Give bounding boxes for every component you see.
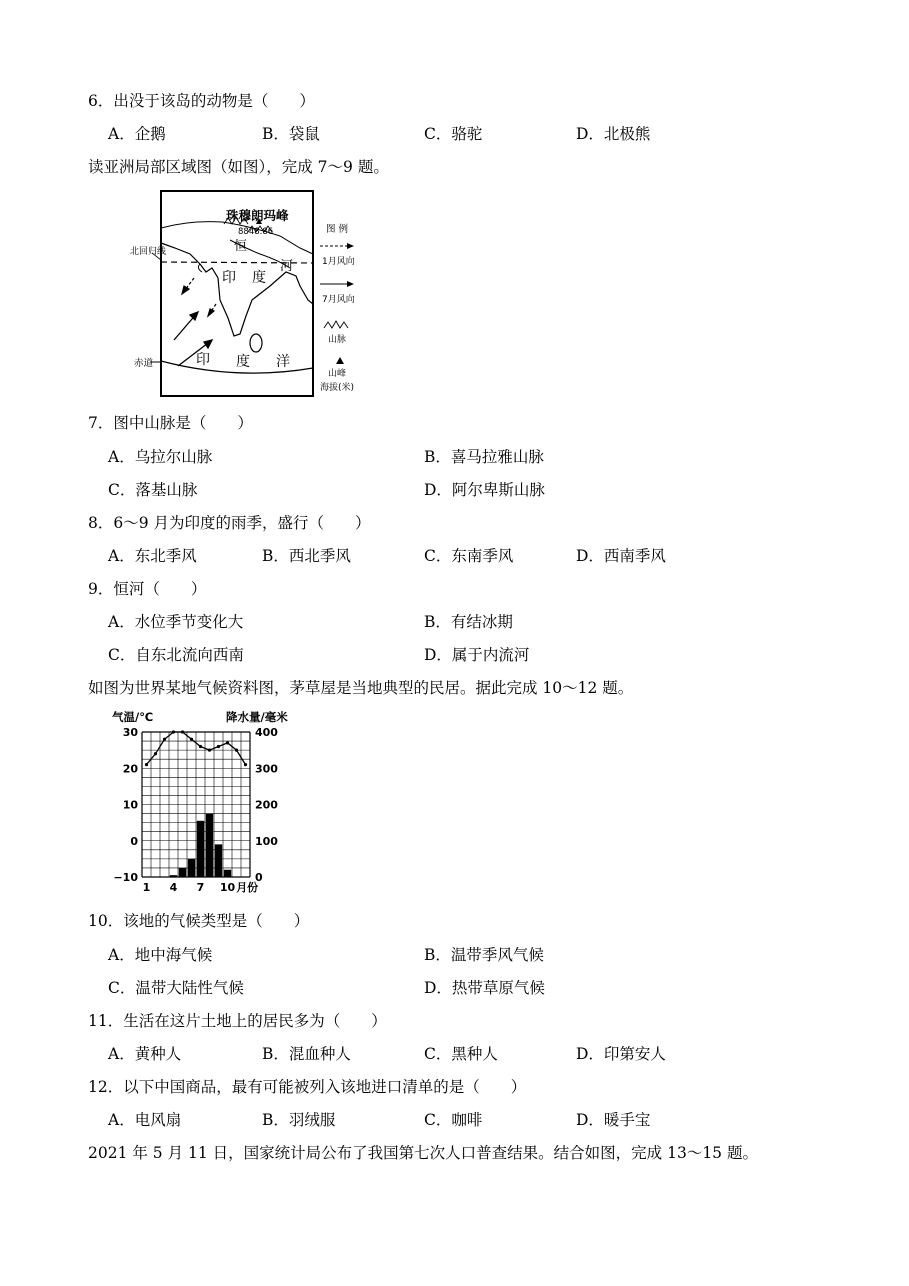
q6-option-d: D．北极熊 xyxy=(576,125,651,143)
precip-bar xyxy=(206,814,213,877)
q10-option-c: C．温带大陆性气候 xyxy=(108,979,244,997)
precip-bar xyxy=(224,870,231,877)
q6-option-a: A．企鹅 xyxy=(108,125,166,143)
q7-option-b: B．喜马拉雅山脉 xyxy=(424,448,544,466)
q8-option-c: C．东南季风 xyxy=(424,547,514,565)
q6-option-c: C．骆驼 xyxy=(424,125,483,143)
q7-option-d: D．阿尔卑斯山脉 xyxy=(424,481,545,499)
x-tick: 1 xyxy=(142,881,151,894)
precip-bar xyxy=(188,859,195,877)
q11-option-d: D．印第安人 xyxy=(576,1045,666,1063)
sri-lanka xyxy=(250,334,262,352)
temperature-point xyxy=(163,738,166,741)
question-9-stem: 9．恒河（ ） xyxy=(88,580,207,598)
q8-option-d: D．西南季风 xyxy=(576,547,666,565)
y-left-tick: 10 xyxy=(122,798,138,812)
temperature-point xyxy=(244,763,247,766)
question-11-stem: 11．生活在这片土地上的居民多为（ ） xyxy=(88,1012,387,1030)
country-label-1: 印 xyxy=(222,270,236,286)
q10-option-d: D．热带草原气候 xyxy=(424,979,545,997)
temperature-point xyxy=(190,738,193,741)
q12-option-b: B．羽绒服 xyxy=(262,1111,336,1129)
q10-option-a: A．地中海气候 xyxy=(108,946,213,964)
q12-option-a: A．电风扇 xyxy=(108,1111,182,1129)
legend-peak-1: 山峰 xyxy=(328,369,347,379)
y-right-tick: 400 xyxy=(255,726,278,739)
question-8-stem: 8．6～9 月为印度的雨季，盛行（ ） xyxy=(88,514,371,532)
temperature-point xyxy=(208,749,211,752)
x-tick: 7 xyxy=(196,881,205,894)
intro-7-9: 读亚洲局部区域图（如图），完成 7～9 题。 xyxy=(88,158,389,176)
temperature-point xyxy=(154,752,157,755)
x-tick: 4 xyxy=(169,881,178,894)
y-right-tick: 300 xyxy=(255,762,278,776)
y-right-tick: 100 xyxy=(255,834,278,848)
ylabel-right: 降水量/毫米 xyxy=(226,710,288,724)
country-label-2: 度 xyxy=(252,270,266,286)
q7-option-a: A．乌拉尔山脉 xyxy=(108,448,213,466)
temperature-point xyxy=(226,741,229,744)
legend-peak-icon xyxy=(336,357,344,364)
y-left-tick: 30 xyxy=(122,726,138,739)
temperature-point xyxy=(181,730,184,733)
legend-title: 图 例 xyxy=(326,224,349,235)
precip-bar xyxy=(215,844,222,877)
question-12-stem: 12．以下中国商品，最有可能被列入该地进口清单的是（ ） xyxy=(88,1078,527,1096)
tropic-label: 北回归线 xyxy=(130,247,167,257)
precip-bar xyxy=(197,821,204,877)
y-left-tick: −10 xyxy=(113,871,138,884)
q9-option-a: A．水位季节变化大 xyxy=(108,613,244,631)
temperature-point xyxy=(217,745,220,748)
temperature-point xyxy=(235,749,238,752)
q7-option-c: C．落基山脉 xyxy=(108,481,198,499)
map-legend xyxy=(320,223,355,393)
question-10-stem: 10．该地的气候类型是（ ） xyxy=(88,912,310,930)
q11-option-b: B．混血种人 xyxy=(262,1045,351,1063)
q12-option-d: D．暖手宝 xyxy=(576,1111,651,1129)
x-axis-unit: 月份 xyxy=(236,881,259,894)
precip-bar xyxy=(179,868,186,877)
legend-jul: 7月风向 xyxy=(322,295,355,305)
ocean-label-3: 洋 xyxy=(276,354,290,370)
peak-height: 8848.86 xyxy=(238,227,274,237)
peak-name: 珠穆朗玛峰 xyxy=(226,208,289,223)
climate-chart xyxy=(110,706,310,902)
ylabel-left: 气温/℃ xyxy=(112,710,154,724)
q10-option-b: B．温带季风气候 xyxy=(424,946,544,964)
question-7-stem: 7．图中山脉是（ ） xyxy=(88,414,253,432)
q9-option-c: C．自东北流向西南 xyxy=(108,646,244,664)
q11-option-c: C．黑种人 xyxy=(424,1045,498,1063)
legend-peak-2: 海拔(米) xyxy=(320,383,355,393)
q6-option-b: B．袋鼠 xyxy=(262,125,320,143)
q11-option-a: A．黄种人 xyxy=(108,1045,182,1063)
precip-bar xyxy=(170,875,177,877)
river-label-2: 河 xyxy=(280,259,294,274)
q8-option-a: A．东北季风 xyxy=(108,547,197,565)
y-left-tick: 20 xyxy=(122,762,138,776)
q9-option-d: D．属于内流河 xyxy=(424,646,530,664)
temperature-point xyxy=(172,730,175,733)
legend-mountain: 山脉 xyxy=(328,335,347,345)
q9-option-b: B．有结冰期 xyxy=(424,613,513,631)
asia-region-map xyxy=(130,188,370,404)
y-right-tick: 0 xyxy=(255,871,263,884)
y-right-tick: 200 xyxy=(255,798,278,812)
temperature-point xyxy=(199,745,202,748)
ocean-label-2: 度 xyxy=(236,354,250,370)
equator-label: 赤道 xyxy=(134,358,154,369)
river-label-1: 恒 xyxy=(234,239,248,254)
x-tick: 10 xyxy=(219,881,236,894)
legend-jan: 1月风向 xyxy=(322,257,355,267)
question-6-stem: 6．出没于该岛的动物是（ ） xyxy=(88,92,315,110)
q12-option-c: C．咖啡 xyxy=(424,1111,483,1129)
intro-10-12: 如图为世界某地气候资料图，茅草屋是当地典型的民居。据此完成 10～12 题。 xyxy=(88,679,634,697)
q8-option-b: B．西北季风 xyxy=(262,547,351,565)
ocean-label-1: 印 xyxy=(196,352,210,368)
legend-mountain-icon xyxy=(324,321,348,328)
temperature-point xyxy=(145,763,148,766)
intro-13-15: 2021 年 5 月 11 日，国家统计局公布了我国第七次人口普查结果。结合如图，完成 13～15 题。 xyxy=(88,1144,758,1162)
y-left-tick: 0 xyxy=(130,834,138,848)
